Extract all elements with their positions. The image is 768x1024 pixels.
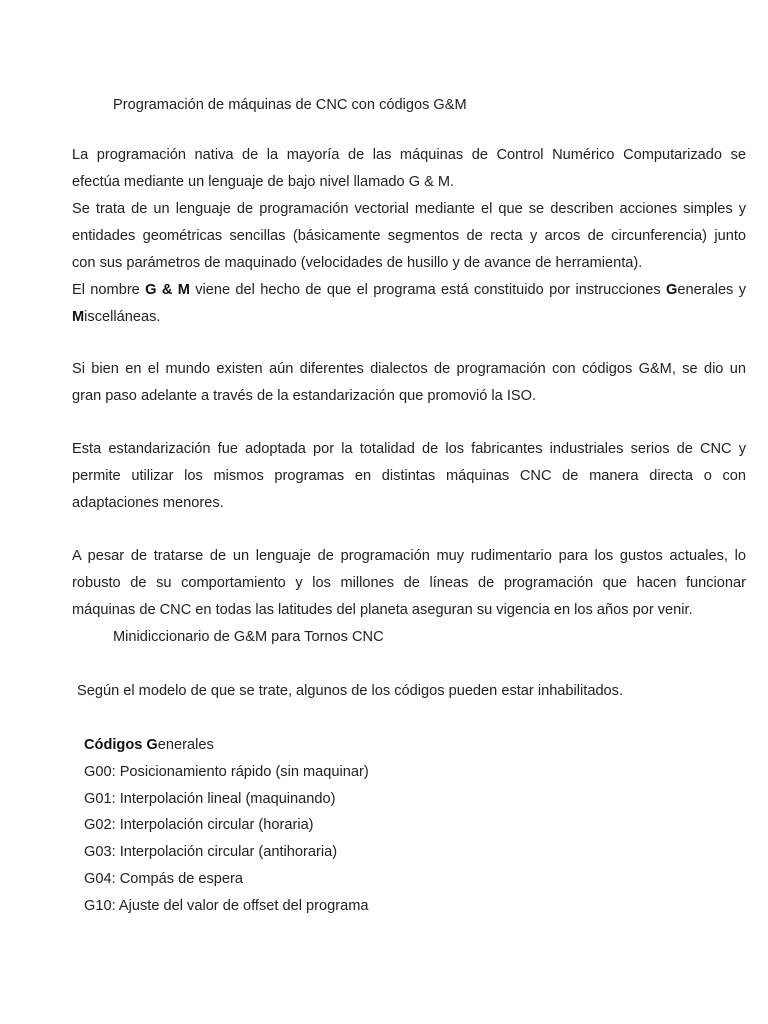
- paragraph-intro: [72, 142, 746, 331]
- code-item: G03: Interpolación circular (antihoraria): [84, 844, 338, 861]
- paragraph-standard: [72, 436, 746, 517]
- text-line: Esta estandarización fue adoptada por la totalidad de los fabricantes industriales serios de CNC y: [72, 441, 746, 457]
- bold-gm: G & M: [145, 282, 190, 298]
- codes-heading-bold: Códigos G: [84, 737, 158, 753]
- code-item: G00: Posicionamiento rápido (sin maquinar): [84, 763, 369, 780]
- text-run: enerales y: [677, 282, 746, 298]
- text-line: permite utilizar los mismos programas en distintas máquinas CNC de manera directa o con: [72, 468, 746, 484]
- text-line: Si bien en el mundo existen aún diferentes dialectos de programación con códigos G&M, se dio un: [72, 361, 746, 377]
- text-line: robusto de su comportamiento y los millones de líneas de programación que hacen funcionar: [72, 575, 746, 591]
- bold-g: G: [666, 282, 678, 298]
- text-line-gm-name: [72, 277, 746, 304]
- text-run: viene del hecho de que el programa está constituido por instrucciones: [189, 282, 667, 298]
- text-line: máquinas de CNC en todas las latitudes del planeta aseguran su vigencia en los años por venir.: [72, 602, 693, 618]
- text-line: La programación nativa de la mayoría de las máquinas de Control Numérico Computarizado se: [72, 147, 746, 163]
- codes-heading-rest: enerales: [157, 737, 214, 753]
- text-line-miscelaneas: [72, 304, 746, 331]
- codes-list: [84, 732, 369, 920]
- paragraph-dialects: [72, 356, 746, 410]
- text-line: Se trata de un lenguaje de programación vectorial mediante el que se describen acciones simples y: [72, 201, 746, 217]
- code-item: G10: Ajuste del valor de offset del programa: [84, 897, 369, 914]
- text-run: El nombre: [72, 282, 146, 298]
- note-text: Según el modelo de que se trate, algunos de los códigos pueden estar inhabilitados.: [77, 683, 624, 699]
- doc-title: Programación de máquinas de CNC con códigos G&M: [113, 97, 467, 113]
- text-line: efectúa mediante un lenguaje de bajo nivel llamado G & M.: [72, 174, 455, 190]
- code-item: G02: Interpolación circular (horaria): [84, 817, 314, 834]
- paragraph-robust: [72, 543, 746, 624]
- codes-heading: [84, 732, 369, 759]
- section-subtitle: Minidiccionario de G&M para Tornos CNC: [113, 629, 384, 645]
- text-line: gran paso adelante a través de la estandarización que promovió la ISO.: [72, 388, 537, 404]
- code-item: G01: Interpolación lineal (maquinando): [84, 790, 336, 807]
- text-run: iscelláneas.: [84, 309, 161, 325]
- text-line: entidades geométricas sencillas (básicamente segmentos de recta y arcos de circunferencia) junto: [72, 228, 746, 244]
- text-line: adaptaciones menores.: [72, 495, 224, 511]
- text-line: A pesar de tratarse de un lenguaje de programación muy rudimentario para los gustos actuales, lo: [72, 548, 746, 564]
- code-item: G04: Compás de espera: [84, 870, 243, 887]
- text-line: con sus parámetros de maquinado (velocidades de husillo y de avance de herramienta).: [72, 255, 643, 271]
- bold-m: M: [72, 309, 85, 325]
